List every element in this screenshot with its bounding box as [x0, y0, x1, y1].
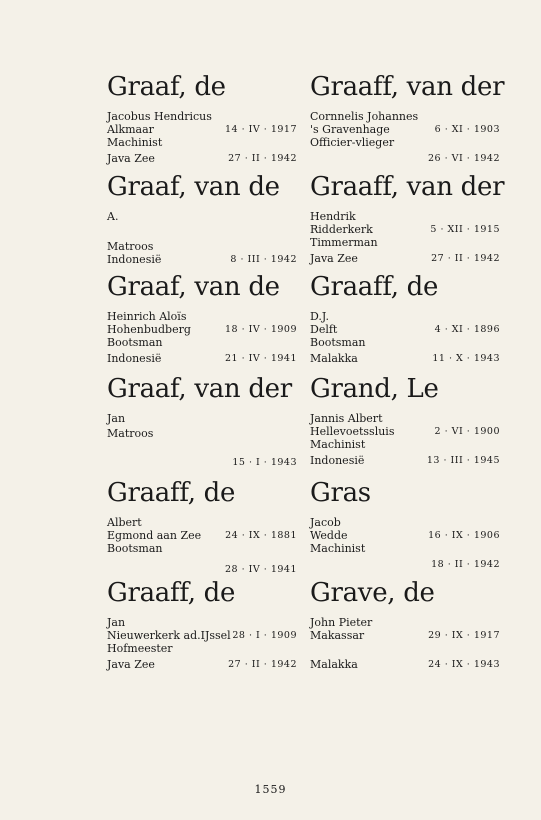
entry-line [310, 412, 500, 425]
entry-date: 18 · IV · 1909 [225, 324, 297, 335]
register-entry [107, 272, 297, 365]
entry-line [310, 454, 500, 467]
entry-line [310, 616, 500, 629]
entry-detail: Java Zee [107, 152, 155, 165]
entry-date: 27 · II · 1942 [431, 253, 500, 264]
entry-surname: Graaf, van der [107, 374, 292, 404]
entry-detail: Indonesië [107, 352, 162, 365]
register-entry [310, 172, 505, 265]
entry-date: 8 · III · 1942 [230, 254, 297, 265]
entry-line [107, 427, 297, 440]
register-entry [107, 72, 297, 165]
register-entry [310, 374, 500, 467]
entry-line [107, 253, 297, 266]
register-entry [107, 478, 297, 575]
entry-line [107, 110, 297, 123]
entry-line [310, 658, 500, 671]
entry-date: 2 · VI · 1900 [434, 426, 500, 437]
entry-line [107, 529, 297, 542]
entry-date: 27 · II · 1942 [228, 659, 297, 670]
entry-line [310, 629, 500, 642]
entry-line [310, 529, 500, 542]
entry-detail: Heinrich Aloïs [107, 310, 187, 323]
entry-date: 28 · IV · 1941 [225, 564, 297, 575]
entry-line [107, 412, 297, 425]
register-entry [310, 578, 500, 671]
entry-detail: Machinist [107, 136, 163, 149]
entry-line [310, 152, 500, 165]
entry-line [107, 136, 297, 149]
entry-line [310, 336, 500, 349]
entry-detail: Bootsman [107, 542, 163, 555]
entry-date: 14 · IV · 1917 [225, 124, 297, 135]
entry-detail: Jacob [310, 516, 341, 529]
entry-detail: Machinist [310, 438, 366, 451]
entry-detail: D.J. [310, 310, 329, 323]
entry-line [107, 456, 297, 469]
entry-date: 24 · IX · 1881 [225, 530, 297, 541]
register-entry [310, 72, 505, 164]
entry-date: 15 · I · 1943 [232, 457, 297, 468]
entry-line [310, 310, 500, 323]
entry-line [310, 438, 500, 451]
entry-detail: Jannis Albert [310, 412, 383, 425]
entry-line [310, 136, 500, 149]
entry-detail: Indonesië [107, 253, 162, 266]
entry-line [310, 558, 500, 571]
entry-surname: Grave, de [310, 578, 435, 608]
entry-detail: Bootsman [310, 336, 366, 349]
entry-surname: Graaf, van de [107, 172, 280, 202]
entry-surname: Graaff, de [310, 272, 439, 302]
entry-line [107, 542, 297, 555]
entry-detail: A. [107, 210, 119, 223]
entry-line [310, 516, 500, 529]
entry-date: 27 · II · 1942 [228, 153, 297, 164]
entry-surname: Graaff, de [107, 578, 236, 608]
entry-detail: Delft [310, 323, 338, 336]
entry-line [107, 642, 297, 655]
entry-detail: Officier-vlieger [310, 136, 395, 149]
entry-detail: Albert [107, 516, 142, 529]
entry-surname: Graaff, de [107, 478, 236, 508]
entry-detail: Indonesië [310, 454, 365, 467]
entry-detail: Cornnelis Johannes [310, 110, 419, 123]
entry-detail: Java Zee [107, 658, 155, 671]
register-entry [107, 578, 297, 671]
entry-line [107, 226, 297, 239]
entry-line [310, 542, 500, 555]
entry-detail: Jan [107, 412, 126, 425]
entry-date: 11 · X · 1943 [432, 353, 500, 364]
entry-line [310, 123, 500, 136]
entry-detail: Machinist [310, 542, 366, 555]
page-number: 1559 [254, 783, 287, 796]
entry-detail: 's Gravenhage [310, 123, 390, 136]
entry-date: 28 · I · 1909 [232, 630, 297, 641]
entry-detail: Java Zee [310, 252, 358, 265]
entry-date: 4 · XI · 1896 [434, 324, 500, 335]
entry-detail: Malakka [310, 352, 358, 365]
entry-date: 29 · IX · 1917 [428, 630, 500, 641]
entry-line [310, 352, 500, 365]
entry-detail: Jan [107, 616, 126, 629]
entry-line [107, 210, 297, 223]
entry-line [310, 425, 500, 438]
entry-detail: Hohenbudberg [107, 323, 191, 336]
entry-surname: Gras [310, 478, 371, 508]
entry-line [107, 563, 297, 576]
entry-line [310, 110, 500, 123]
entry-detail: Bootsman [107, 336, 163, 349]
entry-date: 24 · IX · 1943 [428, 659, 500, 670]
entry-line [107, 323, 297, 336]
entry-detail: Nieuwerkerk ad.IJssel [107, 629, 231, 642]
entry-date: 21 · IV · 1941 [225, 353, 297, 364]
entry-detail: Makassar [310, 629, 365, 642]
entry-detail: Ridderkerk [310, 223, 373, 236]
entry-line [310, 252, 500, 265]
register-entry [310, 272, 500, 365]
entry-surname: Graaff, van der [310, 72, 505, 102]
entry-detail: Timmerman [310, 236, 378, 249]
entry-line [107, 616, 297, 629]
entry-line [107, 310, 297, 323]
entry-line [310, 236, 500, 249]
entry-date: 13 · III · 1945 [426, 455, 500, 466]
entry-detail: Hellevoetssluis [310, 425, 395, 438]
entry-line [107, 123, 297, 136]
entry-date: 5 · XII · 1915 [430, 224, 500, 235]
entry-line [107, 516, 297, 529]
entry-line [107, 629, 297, 642]
entry-surname: Grand, Le [310, 374, 439, 404]
entry-line [107, 240, 297, 253]
entry-detail: Malakka [310, 658, 358, 671]
entry-detail: Alkmaar [107, 123, 154, 136]
entry-detail: Matroos [107, 240, 154, 253]
entry-detail: Wedde [310, 529, 348, 542]
entry-date: 26 · VI · 1942 [428, 153, 500, 164]
entry-line [107, 152, 297, 165]
entry-date: 16 · IX · 1906 [428, 530, 500, 541]
entry-line [107, 658, 297, 671]
entry-line [107, 352, 297, 365]
entry-detail: Hofmeester [107, 642, 173, 655]
register-entry [310, 478, 500, 570]
entry-line [310, 323, 500, 336]
entry-detail: Egmond aan Zee [107, 529, 202, 542]
entry-line [310, 223, 500, 236]
entry-line [107, 336, 297, 349]
entry-detail: Jacobus Hendricus [107, 110, 212, 123]
entry-detail: Matroos [107, 427, 154, 440]
register-entry [107, 172, 297, 266]
entry-detail: John Pieter [310, 616, 373, 629]
entry-surname: Graaf, van de [107, 272, 280, 302]
entry-detail: Hendrik [310, 210, 356, 223]
entry-date: 18 · II · 1942 [431, 559, 500, 570]
entry-date: 6 · XI · 1903 [434, 124, 500, 135]
register-entry [107, 374, 297, 468]
entry-surname: Graaf, de [107, 72, 226, 102]
entry-line [310, 210, 500, 223]
entry-surname: Graaff, van der [310, 172, 505, 202]
